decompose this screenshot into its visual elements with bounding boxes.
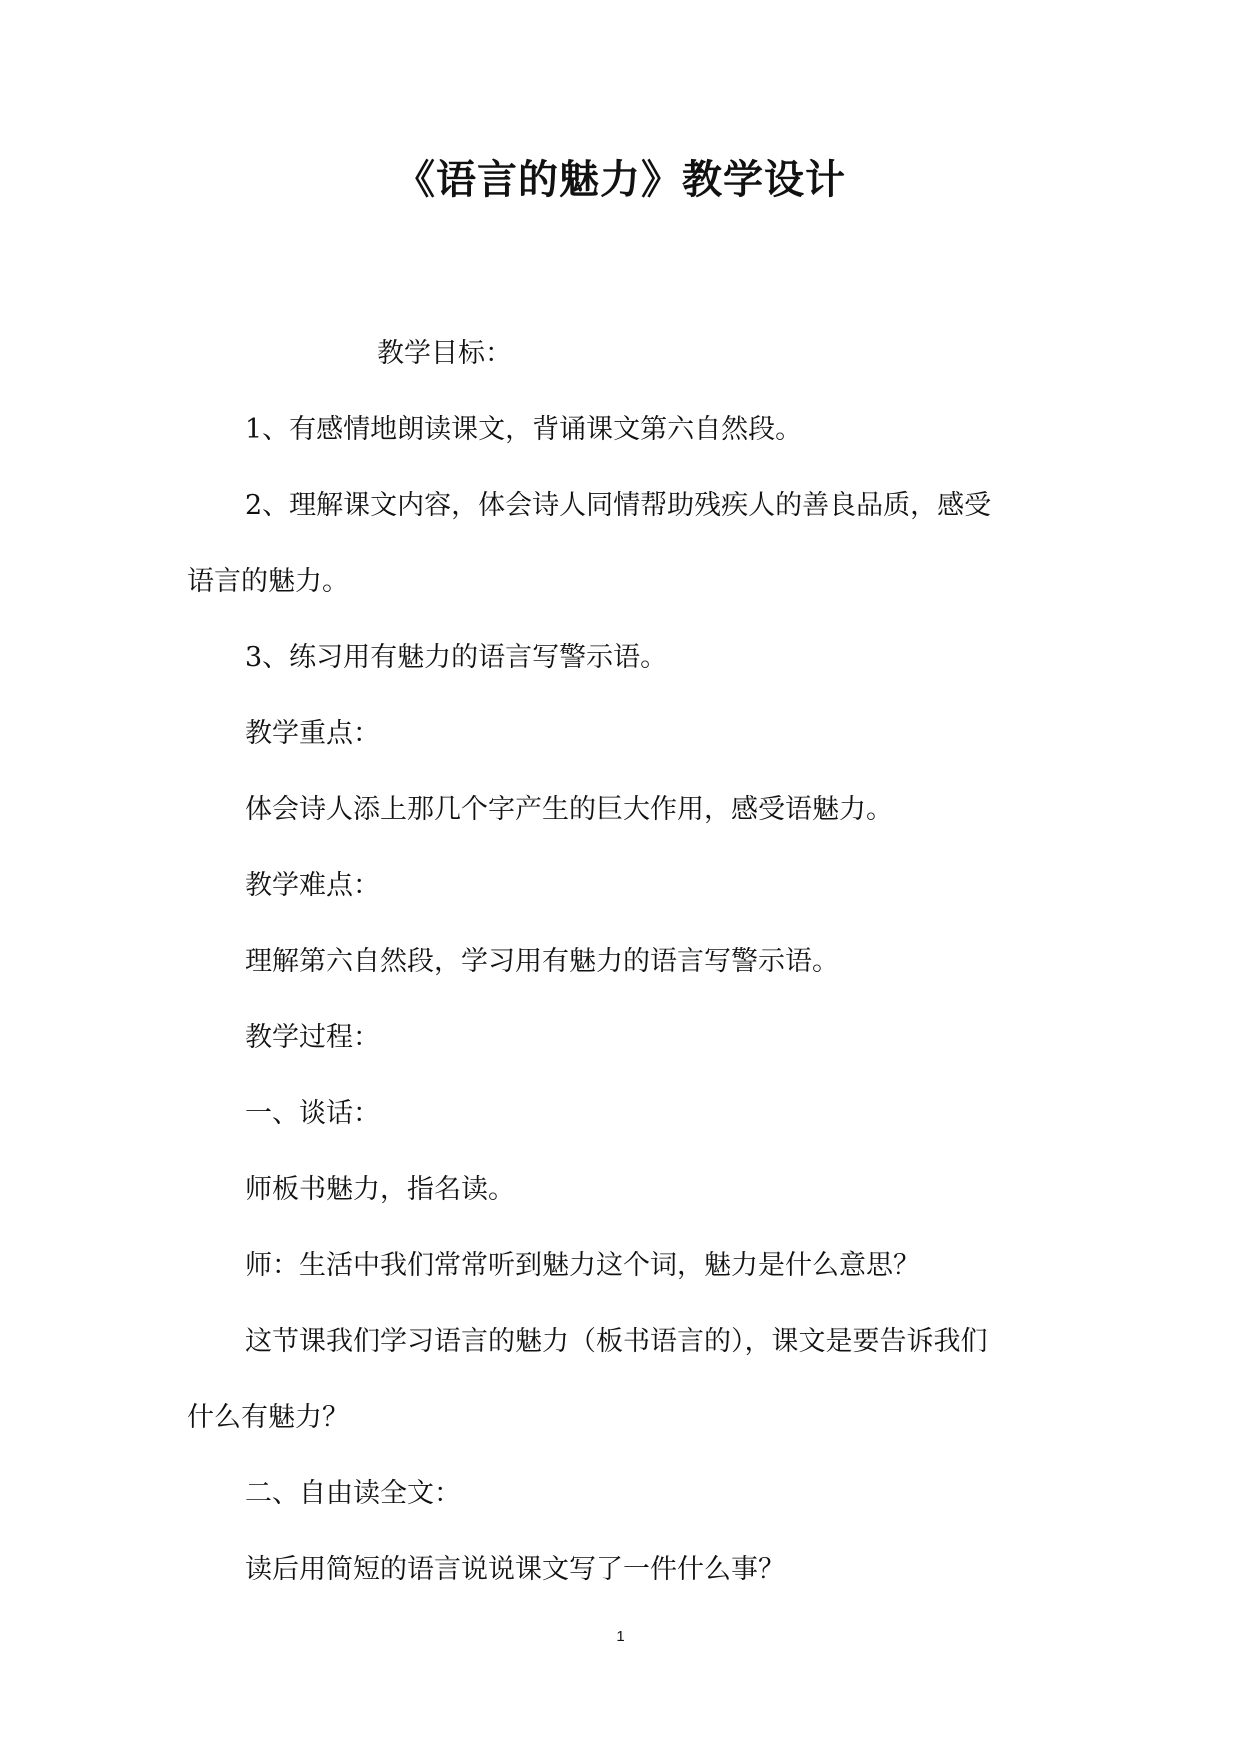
objective-1: 1、有感情地朗读课文，背诵课文第六自然段。	[245, 414, 803, 445]
section-heading-objectives: 教学目标：	[377, 338, 512, 369]
process-step-1-heading: 一、谈话：	[245, 1098, 380, 1129]
section-heading-key-points: 教学重点：	[245, 718, 380, 749]
objective-2-line-1: 2、理解课文内容，体会诗人同情帮助残疾人的善良品质，感受	[245, 490, 992, 521]
objective-3: 3、练习用有魅力的语言写警示语。	[245, 642, 668, 673]
process-step-2-heading: 二、自由读全文：	[245, 1478, 461, 1509]
key-points-text: 体会诗人添上那几个字产生的巨大作用，感受语魅力。	[245, 794, 893, 825]
process-step-1-text-3-line-1: 这节课我们学习语言的魅力（板书语言的），课文是要告诉我们	[245, 1326, 988, 1357]
page-number: 1	[616, 1628, 625, 1645]
page-title: 《语言的魅力》教学设计	[395, 156, 846, 203]
process-step-1-text-2: 师：生活中我们常常听到魅力这个词，魅力是什么意思？	[245, 1250, 920, 1281]
objective-2-line-2: 语言的魅力。	[187, 566, 349, 597]
process-step-1-text-3-line-2: 什么有魅力？	[187, 1402, 349, 1433]
process-step-1-text-1: 师板书魅力，指名读。	[245, 1174, 515, 1205]
difficulties-text: 理解第六自然段，学习用有魅力的语言写警示语。	[245, 946, 839, 977]
section-heading-process: 教学过程：	[245, 1022, 380, 1053]
section-heading-difficulties: 教学难点：	[245, 870, 380, 901]
process-step-2-text: 读后用简短的语言说说课文写了一件什么事？	[245, 1554, 785, 1585]
